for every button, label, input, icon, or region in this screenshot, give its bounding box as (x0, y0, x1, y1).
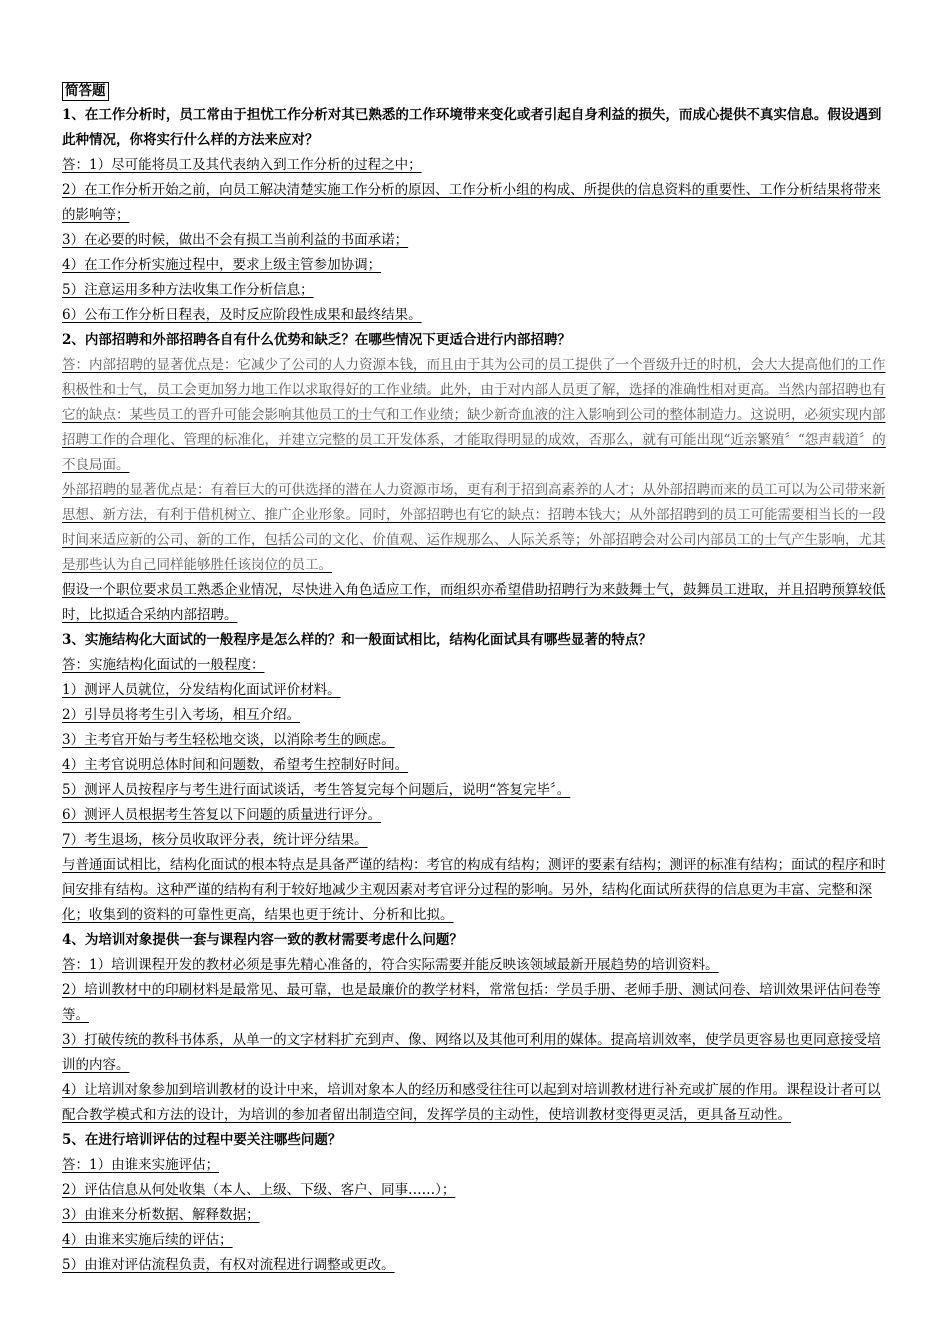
question-3: 3、实施结构化大面试的一般程序是怎么样的？和一般面试相比，结构化面试具有哪些显著的特点？ (62, 632, 652, 648)
answer-3-1: 答：实施结构化面试的一般程度： (62, 657, 265, 673)
answer-1-3: 3）在必要的时候，做出不会有损工当前利益的书面承诺； (62, 232, 409, 248)
answer-4-3: 3）打破传统的教科书体系，从单一的文字材料扩充到声、像、网络以及其他可利用的媒体。提高培训效率，使学员更容易也更同意接受培训的内容。 (62, 1032, 881, 1073)
answer-4-4: 4）让培训对象参加到培训教材的设计中来，培训对象本人的经历和感受往往可以起到对培训教材进行补充或扩展的作用。课程设计者可以配合教学模式和方法的设计，为培训的参加者留出制造空间，发挥学员的主动性，使培训教材变得更灵活，更具备互动性。 (62, 1082, 881, 1123)
answer-3-5: 4）主考官说明总体时间和问题数，希望考生控制好时间。 (62, 757, 409, 773)
answer-3-8: 7）考生退场，核分员收取评分表，统计评分结果。 (62, 832, 368, 848)
question-5: 5、在进行培训评估的过程中要关注哪些问题？ (62, 1132, 342, 1148)
answer-3-9: 与普通面试相比，结构化面试的根本特点是具备严谨的结构：考官的构成有结构；测评的要素有结构；测评的标准有结构；面试的程序和时间安排有结构。这种严谨的结构有利于较好地减少主观因素对考官评分过程的影响。另外，结构化面试所获得的信息更为丰富、完整和深化；收集到的资料的可靠性更高，结果也更于统计、分析和比拟。 (62, 857, 886, 923)
answer-5-5: 5）由谁对评估流程负责，有权对流程进行调整或更改。 (62, 1257, 395, 1273)
answer-1-5: 5）注意运用多种方法收集工作分析信息； (62, 282, 314, 298)
section-heading: 简答题 (62, 82, 109, 101)
answer-3-3: 2）引导员将考生引入考场，相互介绍。 (62, 707, 301, 723)
answer-1-1: 答：1）尽可能将员工及其代表纳入到工作分析的过程之中； (62, 157, 422, 173)
answer-2-3: 假设一个职位要求员工熟悉企业情况，尽快进入角色适应工作，而组织亦希望借助招聘行为来鼓舞士气，鼓舞员工进取，并且招聘预算较低时，比拟适合采纳内部招聘。 (62, 582, 886, 623)
answer-4-2: 2）培训教材中的印刷材料是最常见、最可靠，也是最廉价的教学材料，常常包括：学员手册、老师手册、测试问卷、培训效果评估问卷等等。 (62, 982, 881, 1023)
question-4: 4、为培训对象提供一套与课程内容一致的教材需要考虑什么问题？ (62, 932, 463, 948)
answer-4-1: 答：1）培训课程开发的教材必须是事先精心准备的，符合实际需要并能反映该领域最新开展趋势的培训资料。 (62, 957, 719, 973)
answer-3-2: 1）测评人员就位，分发结构化面试评价材料。 (62, 682, 341, 698)
answer-1-6: 6）公布工作分析日程表，及时反应阶段性成果和最终结果。 (62, 307, 422, 323)
answer-5-2: 2）评估信息从何处收集（本人、上级、下级、客户、同事……）； (62, 1182, 456, 1198)
answer-3-7: 6）测评人员根据考生答复以下问题的质量进行评分。 (62, 807, 382, 823)
answer-1-4: 4）在工作分析实施过程中，要求上级主管参加协调； (62, 257, 382, 273)
answer-5-3: 3）由谁来分析数据、解释数据； (62, 1207, 260, 1223)
answer-3-6: 5）测评人员按程序与考生进行面试谈话，考生答复完每个问题后，说明“答复完毕〞。 (62, 782, 571, 798)
question-2: 2、内部招聘和外部招聘各自有什么优势和缺乏？在哪些情况下更适合进行内部招聘？ (62, 332, 571, 348)
question-1: 1、在工作分析时，员工常由于担忧工作分析对其已熟悉的工作环境带来变化或者引起自身利益的损失，而成心提供不真实信息。假设遇到此种情况，你将实行什么样的方法来应对？ (62, 107, 882, 148)
answer-5-1: 答：1）由谁来实施评估； (62, 1157, 220, 1173)
answer-5-4: 4）由谁来实施后续的评估； (62, 1232, 233, 1248)
answer-2-1: 答：内部招聘的显著优点是：它减少了公司的人力资源本钱，而且由于其为公司的员工提供了一个晋级升迁的时机，会大大提高他们的工作积极性和士气，员工会更加努力地工作以求取得好的工作业绩。此外，由于对内部人员更了解，选择的准确性相对更高。当然内部招聘也有它的缺点：某些员工的晋升可能会影响其他员工的士气和工作业绩；缺少新奇血液的注入影响到公司的整体制造力。这说明，必须实现内部招聘工作的合理化、管理的标准化，并建立完整的员工开发体系，才能取得明显的成效，否那么，就有可能出现“近亲繁殖〞“怨声载道〞的不良局面。 (62, 357, 886, 473)
answer-1-2: 2）在工作分析开始之前，向员工解决清楚实施工作分析的原因、工作分析小组的构成、所提供的信息资料的重要性、工作分析结果将带来的影响等； (62, 182, 881, 223)
answer-3-4: 3）主考官开始与考生轻松地交谈，以消除考生的顾虑。 (62, 732, 395, 748)
answer-2-2: 外部招聘的显著优点是：有着巨大的可供选择的潜在人力资源市场，更有利于招到高素养的人才；从外部招聘而来的员工可以为公司带来新思想、新方法，有利于借机树立、推广企业形象。同时，外部招聘也有它的缺点：招聘本钱大；从外部招聘到的员工可能需要相当长的一段时间来适应新的公司、新的工作，包括公司的文化、价值观、运作规那么、人际关系等；外部招聘会对公司内部员工的士气产生影响，尤其是那些认为自己同样能够胜任该岗位的员工。 (62, 482, 886, 573)
